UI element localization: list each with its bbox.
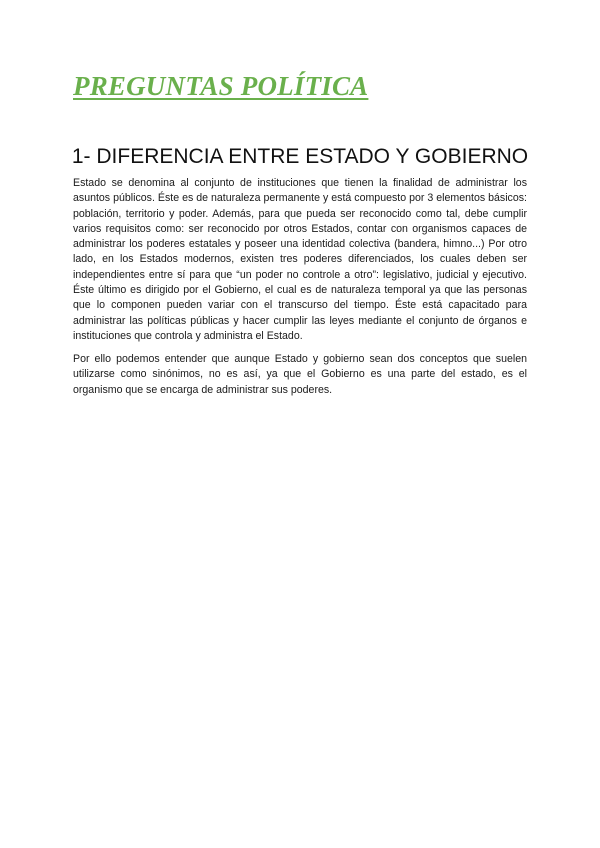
- paragraph-estado-gobierno: Estado se denomina al conjunto de instituciones que tienen la finalidad de administrar los asuntos públicos. Éste es de naturaleza permanente y está compuesto por 3 elementos básicos: población, territorio y poder. Además, para que pueda ser reconocido como tal, debe cumplir varios requisitos como: ser reconocido por otros Estados, contar con organismos capaces de administrar los poderes estatales y poseer una identidad colectiva (bandera, himno...) Por otro lado, en los Estados modernos, existen tres poderes diferenciados, los cuales deben ser independientes entre sí para que “un poder no controle a otro”: legislativo, judicial y ejecutivo. Éste último es dirigido por el Gobierno, el cual es de naturaleza temporal ya que las personas que lo componen pueden variar con el transcurso del tiempo. Éste está capacitado para administrar las políticas públicas y hacer cumplir las leyes mediante el conjunto de órganos e instituciones que controla y administra el Estado.: [73, 177, 527, 342]
- document-title: PREGUNTAS POLÍTICA: [73, 71, 369, 101]
- section-heading: 1- DIFERENCIA ENTRE ESTADO Y GOBIERNO: [71, 145, 529, 168]
- paragraph-conclusion: Por ello podemos entender que aunque Estado y gobierno sean dos conceptos que suelen utilizarse como sinónimos, no es así, ya que el Gobierno es una parte del estado, es el organismo que se encarga de administrar sus poderes.: [73, 353, 527, 396]
